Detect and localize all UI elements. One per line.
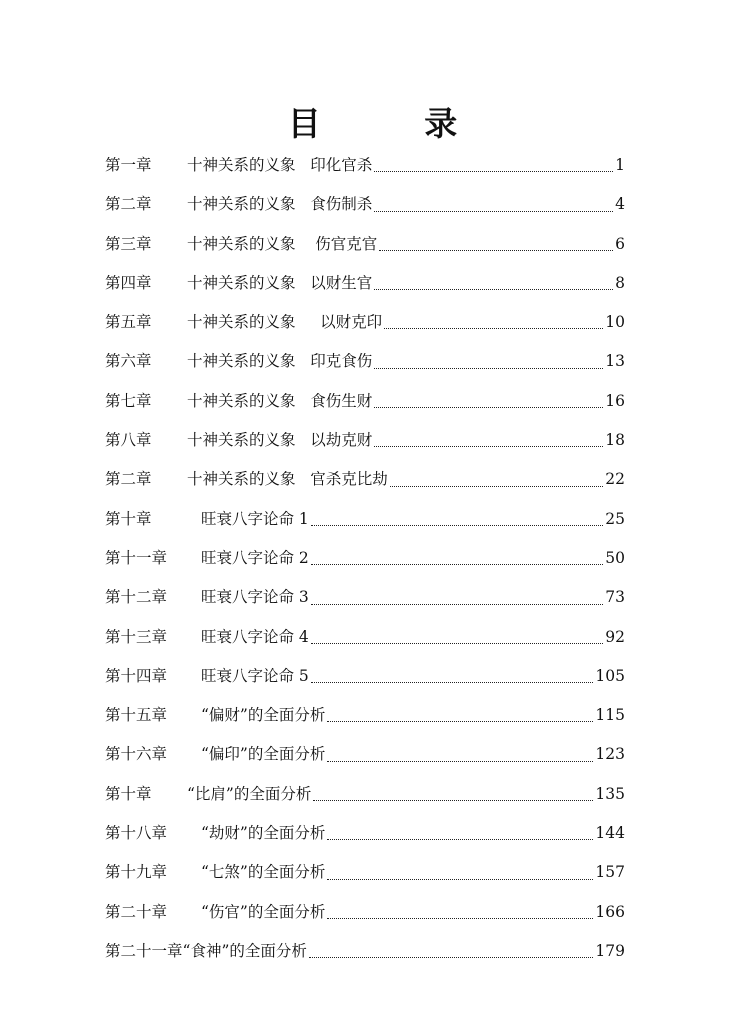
toc-entry-chapter: 第三章 bbox=[105, 234, 152, 253]
toc-entry-title: “比肩”的全面分析 bbox=[187, 784, 312, 803]
toc-entry-leader bbox=[327, 917, 593, 919]
toc-entry-chapter: 第二十章 bbox=[105, 902, 168, 921]
toc-entry-title: “食神”的全面分析 bbox=[182, 941, 307, 960]
toc-entry-page-number: 50 bbox=[605, 548, 625, 567]
toc-entry-chapter: 第十章 bbox=[105, 509, 152, 528]
toc-entry-leader bbox=[311, 642, 603, 644]
toc-entry-chapter: 第十三章 bbox=[105, 627, 168, 646]
toc-entry-chapter: 第十一章 bbox=[105, 548, 168, 567]
toc-entry-chapter: 第二章 bbox=[105, 195, 152, 214]
toc-entry-chapter: 第十四章 bbox=[105, 666, 168, 685]
toc-entry-page-number: 73 bbox=[605, 588, 625, 607]
toc-entry-chapter: 第十六章 bbox=[105, 745, 168, 764]
toc-entry-leader bbox=[327, 878, 593, 880]
toc-entry-page-number: 8 bbox=[615, 273, 625, 292]
toc-entry[interactable] bbox=[105, 342, 625, 381]
toc-entry-chapter: 第二章 bbox=[105, 470, 152, 489]
toc-entry-title: “七煞”的全面分析 bbox=[201, 863, 326, 882]
toc-entry-title: 十神关系的义象 印克食伤 bbox=[187, 352, 373, 371]
toc-entry-chapter: 第七章 bbox=[105, 391, 152, 410]
toc-entry-page-number: 179 bbox=[595, 941, 625, 960]
toc-entry-page-number: 13 bbox=[605, 352, 625, 371]
toc-entry-page-number: 22 bbox=[605, 470, 625, 489]
toc-entry-title: 旺衰八字论命 2 bbox=[201, 548, 309, 567]
toc-entry-title: 旺衰八字论命 4 bbox=[201, 627, 309, 646]
toc-entry[interactable] bbox=[105, 264, 625, 303]
toc-entry-title: 十神关系的义象 以劫克财 bbox=[187, 431, 373, 450]
toc-entry-page-number: 135 bbox=[595, 784, 625, 803]
toc-entry[interactable] bbox=[105, 618, 625, 657]
toc-entry-chapter: 第八章 bbox=[105, 431, 152, 450]
toc-entry-leader bbox=[327, 838, 593, 840]
toc-entry-leader bbox=[374, 445, 603, 447]
toc-entry[interactable] bbox=[105, 421, 625, 460]
toc-entry-title: 十神关系的义象 食伤生财 bbox=[187, 391, 373, 410]
toc-entry[interactable] bbox=[105, 539, 625, 578]
toc-entry-title: “伤官”的全面分析 bbox=[201, 902, 326, 921]
toc-entry-chapter: 第十九章 bbox=[105, 863, 168, 882]
toc-entry-leader bbox=[311, 603, 603, 605]
toc-entry[interactable] bbox=[105, 460, 625, 499]
toc-entry-chapter: 第四章 bbox=[105, 273, 152, 292]
toc-entry-leader bbox=[374, 210, 613, 212]
toc-entry-leader bbox=[374, 367, 603, 369]
toc-entry-chapter: 第十八章 bbox=[105, 824, 168, 843]
toc-entry-page-number: 25 bbox=[605, 509, 625, 528]
toc-entry-page-number: 92 bbox=[605, 627, 625, 646]
toc-entry-page-number: 123 bbox=[595, 745, 625, 764]
toc-entry-leader bbox=[374, 288, 613, 290]
toc-entry-title: 十神关系的义象 印化官杀 bbox=[187, 156, 373, 174]
toc-entry[interactable] bbox=[105, 735, 625, 774]
toc-entry-chapter: 第五章 bbox=[105, 313, 152, 332]
toc-entry[interactable] bbox=[105, 185, 625, 224]
toc-entry-title: “偏印”的全面分析 bbox=[201, 745, 326, 764]
toc-entry[interactable] bbox=[105, 657, 625, 696]
toc-entry-page-number: 144 bbox=[595, 824, 625, 843]
toc-entry-chapter: 第一章 bbox=[105, 156, 152, 174]
toc-entry-leader bbox=[374, 406, 603, 408]
toc-entry[interactable] bbox=[105, 146, 625, 185]
toc-title: 目 录 bbox=[287, 104, 504, 143]
toc-entry[interactable] bbox=[105, 696, 625, 735]
toc-entry-page-number: 18 bbox=[605, 431, 625, 450]
toc-entry-leader bbox=[311, 681, 594, 683]
toc-entry-leader bbox=[311, 524, 603, 526]
toc-entry-page-number: 6 bbox=[615, 234, 625, 253]
table-of-contents bbox=[105, 146, 625, 971]
toc-entry-title: 十神关系的义象 以财克印 bbox=[187, 313, 383, 332]
toc-entry-chapter: 第十五章 bbox=[105, 706, 168, 725]
toc-entry-title: 旺衰八字论命 1 bbox=[201, 509, 309, 528]
toc-entry[interactable] bbox=[105, 578, 625, 617]
toc-entry-chapter: 第十章 bbox=[105, 784, 152, 803]
toc-entry-title: 旺衰八字论命 5 bbox=[201, 666, 309, 685]
toc-entry[interactable] bbox=[105, 500, 625, 539]
toc-entry-title: 旺衰八字论命 3 bbox=[201, 588, 309, 607]
toc-entry[interactable] bbox=[105, 814, 625, 853]
toc-entry-title: “劫财”的全面分析 bbox=[201, 824, 326, 843]
toc-entry[interactable] bbox=[105, 382, 625, 421]
toc-entry-page-number: 1 bbox=[615, 156, 625, 174]
toc-entry-leader bbox=[311, 563, 603, 565]
toc-entry-page-number: 166 bbox=[595, 902, 625, 921]
toc-entry-chapter: 第六章 bbox=[105, 352, 152, 371]
toc-entry-page-number: 105 bbox=[595, 666, 625, 685]
toc-entry[interactable] bbox=[105, 303, 625, 342]
toc-entry-leader bbox=[374, 170, 613, 172]
toc-entry-title: “偏财”的全面分析 bbox=[201, 706, 326, 725]
toc-entry[interactable] bbox=[105, 775, 625, 814]
toc-entry-leader bbox=[327, 760, 593, 762]
toc-entry[interactable] bbox=[105, 893, 625, 932]
toc-entry-page-number: 16 bbox=[605, 391, 625, 410]
toc-entry-title: 十神关系的义象 食伤制杀 bbox=[187, 195, 373, 214]
toc-entry-leader bbox=[384, 327, 603, 329]
toc-entry[interactable] bbox=[105, 932, 625, 971]
toc-entry-page-number: 115 bbox=[595, 706, 625, 725]
toc-entry-leader bbox=[390, 485, 603, 487]
toc-entry[interactable] bbox=[105, 853, 625, 892]
toc-entry-page-number: 4 bbox=[615, 195, 625, 214]
toc-entry-page-number: 157 bbox=[595, 863, 625, 882]
toc-entry-leader bbox=[327, 720, 593, 722]
toc-entry-page-number: 10 bbox=[605, 313, 625, 332]
toc-entry-chapter: 第十二章 bbox=[105, 588, 168, 607]
toc-entry-title: 十神关系的义象 伤官克官 bbox=[187, 234, 378, 253]
toc-entry-leader bbox=[313, 799, 593, 801]
toc-entry[interactable] bbox=[105, 225, 625, 264]
toc-entry-chapter: 第二十一章 bbox=[105, 941, 183, 960]
toc-entry-leader bbox=[379, 249, 613, 251]
toc-entry-leader bbox=[309, 956, 594, 958]
toc-entry-title: 十神关系的义象 以财生官 bbox=[187, 273, 373, 292]
toc-entry-title: 十神关系的义象 官杀克比劫 bbox=[187, 470, 388, 489]
